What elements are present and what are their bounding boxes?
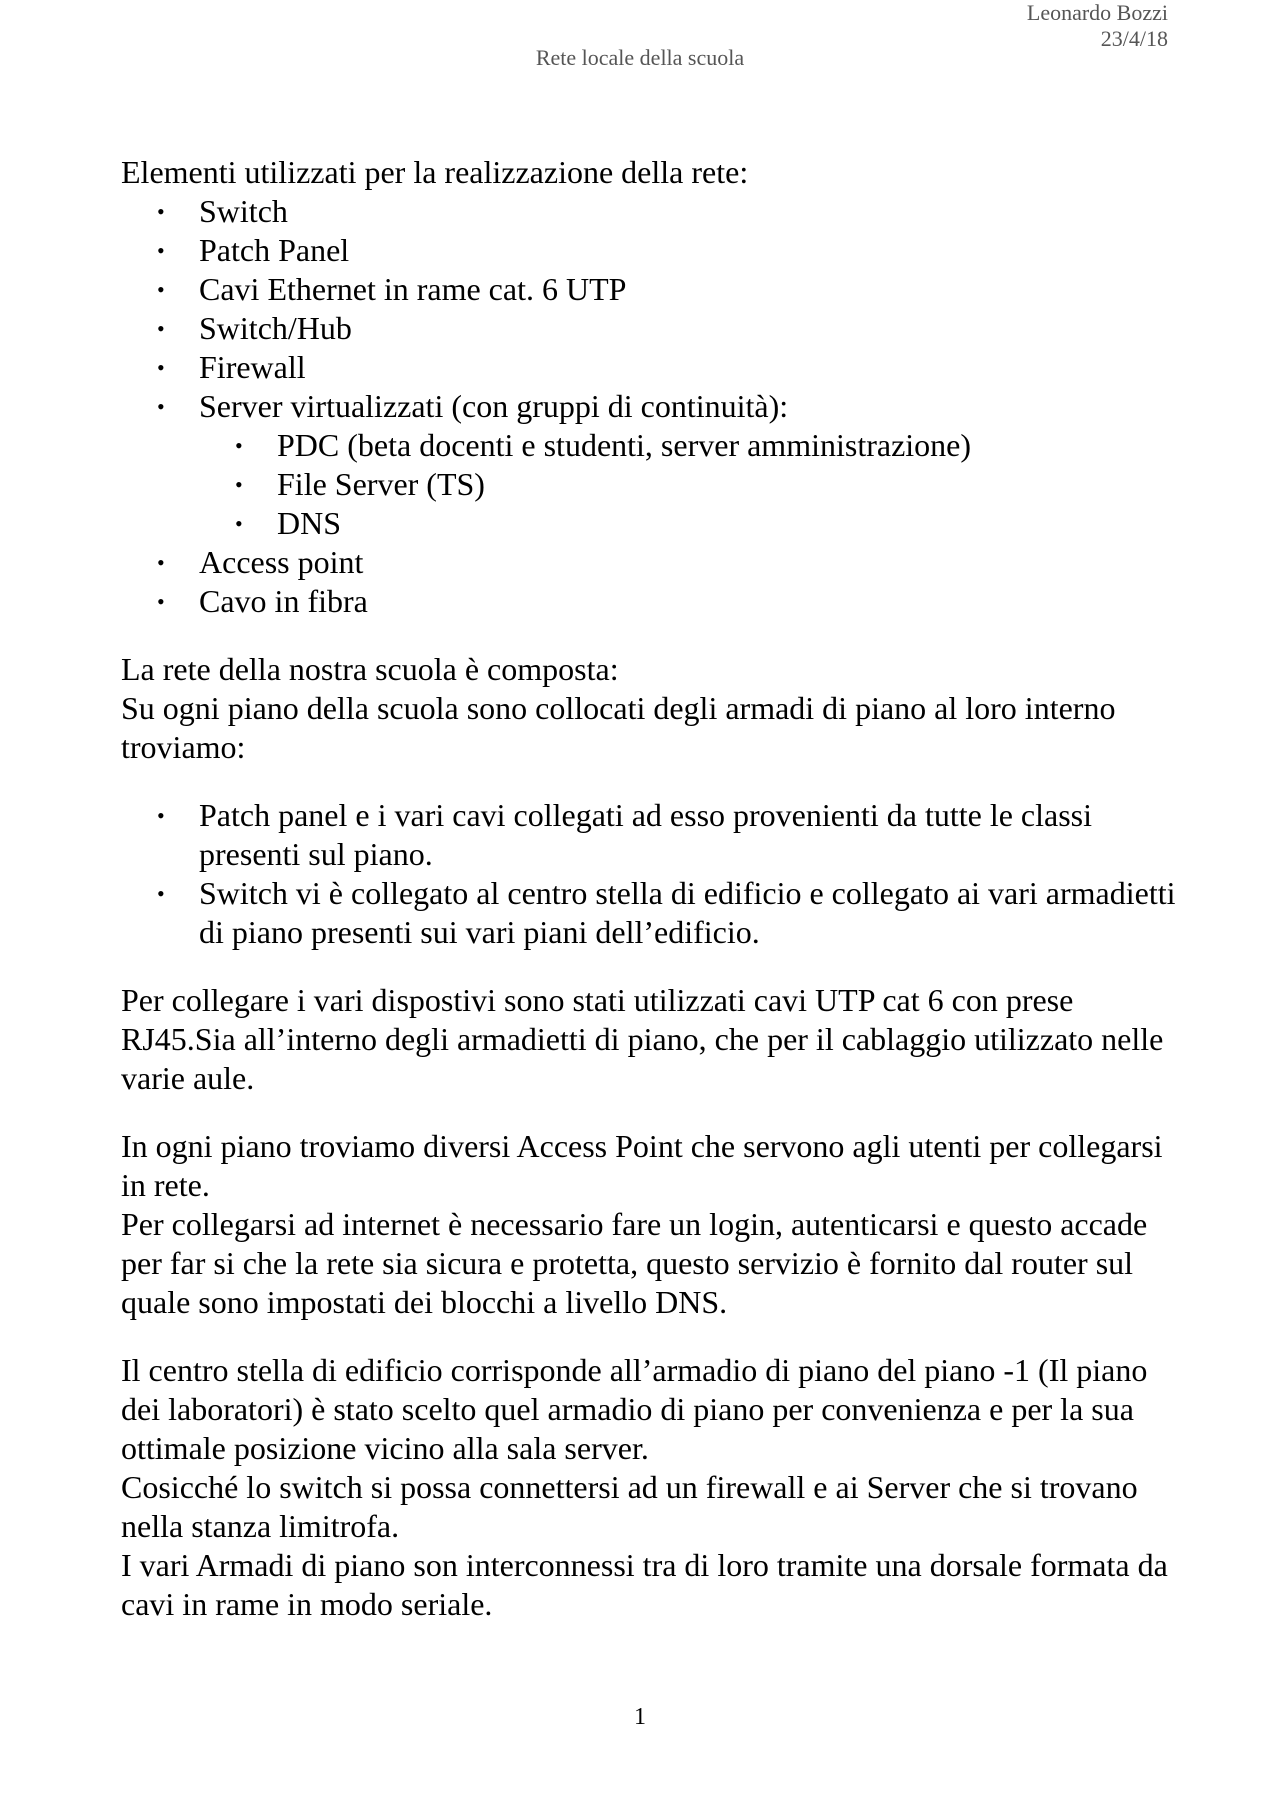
- cabling-paragraph: Per collegare i vari dispostivi sono stati utilizzati cavi UTP cat 6 con prese RJ45.Sia all’interno degli armadietti di piano, che per il cablaggio utilizzato nelle varie aule.: [121, 982, 1164, 1096]
- list-item: [121, 874, 1181, 952]
- bullet-icon: •: [235, 433, 243, 458]
- list-item-text: Cavi Ethernet in rame cat. 6 UTP: [199, 271, 627, 307]
- list-item: [121, 543, 1181, 582]
- list-item: [121, 309, 1181, 348]
- list-item-text: Server virtualizzati (con gruppi di continuità):: [199, 388, 789, 424]
- list-item-text: Patch panel e i vari cavi collegati ad esso provenienti da tutte le classi presenti sul piano.: [199, 797, 1093, 872]
- bullet-icon: •: [235, 511, 243, 536]
- backbone-paragraph: I vari Armadi di piano son interconnessi tra di loro tramite una dorsale formata da cavi in rame in modo seriale.: [121, 1547, 1168, 1622]
- list-item: [121, 796, 1181, 874]
- login-paragraph: Per collegarsi ad internet è necessario fare un login, autenticarsi e questo accade per far si che la rete sia sicura e protetta, questo servizio è fornito dal router sul quale sono impostati dei blocchi a livello DNS.: [121, 1206, 1148, 1320]
- bullet-icon: •: [157, 277, 165, 302]
- sublist-item: [199, 504, 1181, 543]
- document-body: [121, 153, 1181, 1624]
- header-title: Rete locale della scuola: [535, 45, 745, 70]
- composition-line-1: La rete della nostra scuola è composta:: [121, 651, 619, 687]
- switch-connection-paragraph: Cosicché lo switch si possa connettersi ad un firewall e ai Server che si trovano nella stanza limitrofa.: [121, 1469, 1138, 1544]
- list-item-text: Access point: [199, 544, 364, 580]
- bullet-icon: •: [157, 355, 165, 380]
- list-item: [121, 582, 1181, 621]
- bullet-icon: •: [235, 472, 243, 497]
- elements-intro: Elementi utilizzati per la realizzazione della rete:: [121, 154, 749, 190]
- bullet-icon: •: [157, 316, 165, 341]
- list-item-text: Patch Panel: [199, 232, 350, 268]
- list-item: [121, 387, 1181, 543]
- list-item-text: Switch/Hub: [199, 310, 352, 346]
- list-item-text: Firewall: [199, 349, 306, 385]
- page-number: 1: [634, 1704, 646, 1730]
- author-name: Leonardo Bozzi: [1026, 0, 1168, 25]
- bullet-icon: •: [157, 589, 165, 614]
- bullet-icon: •: [157, 881, 165, 906]
- access-points-paragraph: In ogni piano troviamo diversi Access Point che servono agli utenti per collegarsi in rete.: [121, 1128, 1163, 1203]
- sublist-item-text: PDC (beta docenti e studenti, server amministrazione): [277, 427, 972, 463]
- servers-sublist: [199, 426, 1181, 543]
- list-item: [121, 192, 1181, 231]
- list-item-text: Switch vi è collegato al centro stella di edificio e collegato ai vari armadietti di piano presenti sui vari piani dell’edificio.: [199, 875, 1176, 950]
- sublist-item: [199, 465, 1181, 504]
- list-item: [121, 270, 1181, 309]
- sublist-item-text: DNS: [277, 505, 342, 541]
- composition-line-2: Su ogni piano della scuola sono collocati degli armadi di piano al loro interno troviamo:: [121, 690, 1116, 765]
- star-center-paragraph: Il centro stella di edificio corrisponde all’armadio di piano del piano -1 (Il piano dei laboratori) è stato scelto quel armadio di piano per convenienza e per la sua ottimale posizione vicino alla sala server.: [121, 1352, 1148, 1466]
- bullet-icon: •: [157, 238, 165, 263]
- bullet-icon: •: [157, 199, 165, 224]
- list-item-text: Switch: [199, 193, 288, 229]
- list-item: [121, 231, 1181, 270]
- bullet-icon: •: [157, 394, 165, 419]
- list-item: [121, 348, 1181, 387]
- sublist-item-text: File Server (TS): [277, 466, 485, 502]
- elements-list: [121, 192, 1181, 621]
- sublist-item: [199, 426, 1181, 465]
- list-item-text: Cavo in fibra: [199, 583, 368, 619]
- bullet-icon: •: [157, 803, 165, 828]
- document-date: 23/4/18: [1100, 26, 1168, 51]
- bullet-icon: •: [157, 550, 165, 575]
- cabinet-items-list: [121, 796, 1181, 952]
